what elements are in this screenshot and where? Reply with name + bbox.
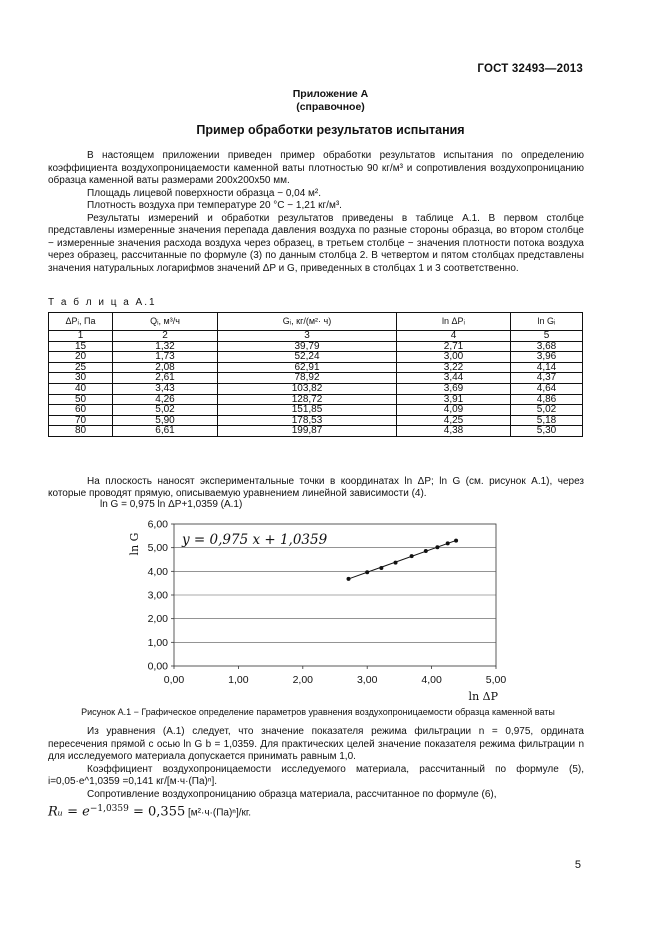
table-cell: 15 (49, 341, 113, 352)
paragraph: Сопротивление воздухопроницанию образца материала, рассчитанное по формуле (6), (87, 788, 497, 800)
table-cell: 4,09 (397, 405, 511, 416)
table-cell: 39,79 (218, 341, 397, 352)
table-cell: 5,90 (113, 415, 218, 426)
table-cell: 1,73 (113, 352, 218, 363)
table-cell: 4,38 (397, 426, 511, 437)
y-tick-label: 1,00 (147, 636, 168, 649)
table-cell: 3,44 (397, 373, 511, 384)
x-tick-label: 0,00 (163, 674, 185, 686)
table-cell: 4,26 (113, 394, 218, 405)
page-number: 5 (574, 859, 581, 871)
table-cell: 5,30 (511, 426, 583, 437)
table-row (49, 405, 583, 416)
table-cell: 4,25 (397, 415, 511, 426)
table-cell: 5,18 (511, 415, 583, 426)
table-cell: 20 (49, 352, 113, 363)
table-cell: 25 (49, 362, 113, 373)
table-cell: 2,08 (113, 362, 218, 373)
figure-a1-chart (100, 512, 530, 704)
table-cell: 52,24 (218, 352, 397, 363)
paragraph: Результаты измерений и обработки результатов приведены в таблице А.1. В первом столбце представлены измеренные значения перепада давления воздуха по разные стороны образца, во втором столбце − измеренные значения расхода воздуха через образец, в третьем столбце − значения плотности потока воздуха через образец, рассчитанные по формуле (3) по данным столбца 2. В четвертом и пятом столбцах представлены значения натуральных логарифмов значений ΔP и G, приведенных в столбцах 1 и 3 соответственно. (48, 212, 584, 274)
table-cell: 4 (397, 331, 511, 342)
column-number-row (49, 331, 583, 342)
equation-a1: ln G = 0,975 ln ΔP+1,0359 (А.1) (100, 499, 243, 510)
table-cell: 1 (49, 331, 113, 342)
table-cell: 3,00 (397, 352, 511, 363)
paragraph: Из уравнения (А.1) следует, что значение показателя режима фильтрации n = 0,975, ордината пересечения прямой с осью ln G b = 1,0359. Для практических целей значение показателя режима фильтрации n для исследуемого материала допускается принимать равным 1,0. (48, 726, 584, 762)
table-cell: 3,69 (397, 383, 511, 394)
data-point (454, 539, 458, 543)
data-point (424, 549, 428, 553)
table-cell: 5 (511, 331, 583, 342)
table-cell: 199,87 (218, 426, 397, 437)
paragraph: Коэффициент воздухопроницаемости исследуемого материала, рассчитанный по формуле (5), i=0,05·e^1,0359 =0,141 кг/[м·ч·(Па)ⁿ]. (48, 763, 584, 787)
table-cell: 151,85 (218, 405, 397, 416)
table-header-cell: ln ΔPᵢ (397, 313, 511, 331)
y-tick-label: 5,00 (147, 542, 168, 555)
table-row (49, 373, 583, 384)
table-cell: 5,02 (113, 405, 218, 416)
y-tick-label: 0,00 (147, 660, 168, 673)
y-tick-label: 3,00 (147, 589, 168, 602)
y-tick-label: 2,00 (147, 613, 168, 626)
table-header-cell: Qᵢ, м³/ч (113, 313, 218, 331)
table-header-cell: ln Gᵢ (511, 313, 583, 331)
table-row (49, 341, 583, 352)
formula-unit: [м²·ч·(Па)ⁿ]/кг. (185, 807, 252, 819)
y-tick-label: 6,00 (147, 518, 168, 531)
table-cell: 103,82 (218, 383, 397, 394)
data-point (435, 545, 439, 549)
data-point (446, 541, 450, 545)
x-axis-label: ln ΔP (468, 690, 498, 703)
table-cell: 1,32 (113, 341, 218, 352)
table-cell: 4,14 (511, 362, 583, 373)
conclusion-text (48, 726, 584, 801)
paragraph: На плоскость наносят экспериментальные точки в координатах ln ΔP; ln G (см. рисунок А.1), через которые проводят прямую, описываемую уравнением линейной зависимости (4). (48, 476, 584, 499)
table-row (49, 362, 583, 373)
table-cell: 30 (49, 373, 113, 384)
table-caption: Т а б л и ц а А.1 (48, 297, 157, 308)
x-tick-label: 2,00 (292, 674, 314, 686)
table-cell: 80 (49, 426, 113, 437)
table-cell: 6,61 (113, 426, 218, 437)
appendix-title: Приложение А (292, 88, 369, 100)
x-tick-label: 4,00 (421, 674, 442, 686)
data-point (394, 561, 398, 565)
x-tick-label: 3,00 (356, 674, 378, 686)
paragraph: В настоящем приложении приведен пример обработки результатов испытания по определению коэффициента воздухопроницаемости каменной ваты плотностью 90 кг/м³ и сопротивления воздухопроницанию образца каменной ваты размерами 200x200x50 мм. (48, 150, 584, 186)
table-cell: 2 (113, 331, 218, 342)
table-cell: 70 (49, 415, 113, 426)
after-table-text (48, 476, 584, 499)
appendix-subtitle: (справочное) (296, 101, 365, 113)
standard-code: ГОСТ 32493—2013 (477, 63, 583, 75)
paragraph: Плотность воздуха при температуре 20 °С − 1,21 кг/м³. (87, 200, 342, 211)
data-point (410, 554, 414, 558)
table-cell: 3,22 (397, 362, 511, 373)
intro-text (48, 150, 584, 275)
table-cell: 128,72 (218, 394, 397, 405)
paragraph: Площадь лицевой поверхности образца − 0,04 м². (87, 187, 322, 199)
table-header-cell: ΔPᵢ, Па (49, 313, 113, 331)
results-table (48, 312, 583, 437)
table-row (49, 383, 583, 394)
data-point (365, 570, 369, 574)
table-row (49, 394, 583, 405)
resistance-formula (48, 804, 251, 819)
table-header-row (49, 313, 583, 331)
table-cell: 5,02 (511, 405, 583, 416)
table-cell: 3,91 (397, 394, 511, 405)
table-cell: 4,37 (511, 373, 583, 384)
table-cell: 40 (49, 383, 113, 394)
x-tick-label: 1,00 (228, 674, 249, 686)
table-cell: 60 (49, 405, 113, 416)
y-axis-label: ln G (128, 532, 141, 556)
data-point (379, 566, 383, 570)
table-row (49, 415, 583, 426)
table-cell: 3,96 (511, 352, 583, 363)
table-header-cell: Gᵢ, кг/(м²· ч) (218, 313, 397, 331)
table-cell: 3,68 (511, 341, 583, 352)
formula-rhs: = 0,355 (128, 804, 186, 820)
table-cell: 2,61 (113, 373, 218, 384)
y-tick-label: 4,00 (147, 565, 168, 578)
table-cell: 50 (49, 394, 113, 405)
table-cell: 2,71 (397, 341, 511, 352)
table-cell: 62,91 (218, 362, 397, 373)
table-cell: 3 (218, 331, 397, 342)
table-row (49, 426, 583, 437)
figure-caption: Рисунок А.1 − Графическое определение параметров уравнения воздухопроницаемости образца каменной ваты (81, 707, 555, 717)
formula-exponent: −1,0359 (89, 804, 129, 814)
table-cell: 178,53 (218, 415, 397, 426)
table-cell: 3,43 (113, 383, 218, 394)
table-row (49, 352, 583, 363)
trendline-equation: y = 0,975 x + 1,0359 (182, 532, 328, 548)
formula-lhs: Rᵤ = e (48, 804, 90, 820)
table-cell: 78,92 (218, 373, 397, 384)
table-cell: 4,64 (511, 383, 583, 394)
table-cell: 4,86 (511, 394, 583, 405)
section-title: Пример обработки результатов испытания (196, 123, 465, 137)
x-tick-label: 5,00 (485, 674, 507, 686)
data-point (347, 577, 351, 581)
